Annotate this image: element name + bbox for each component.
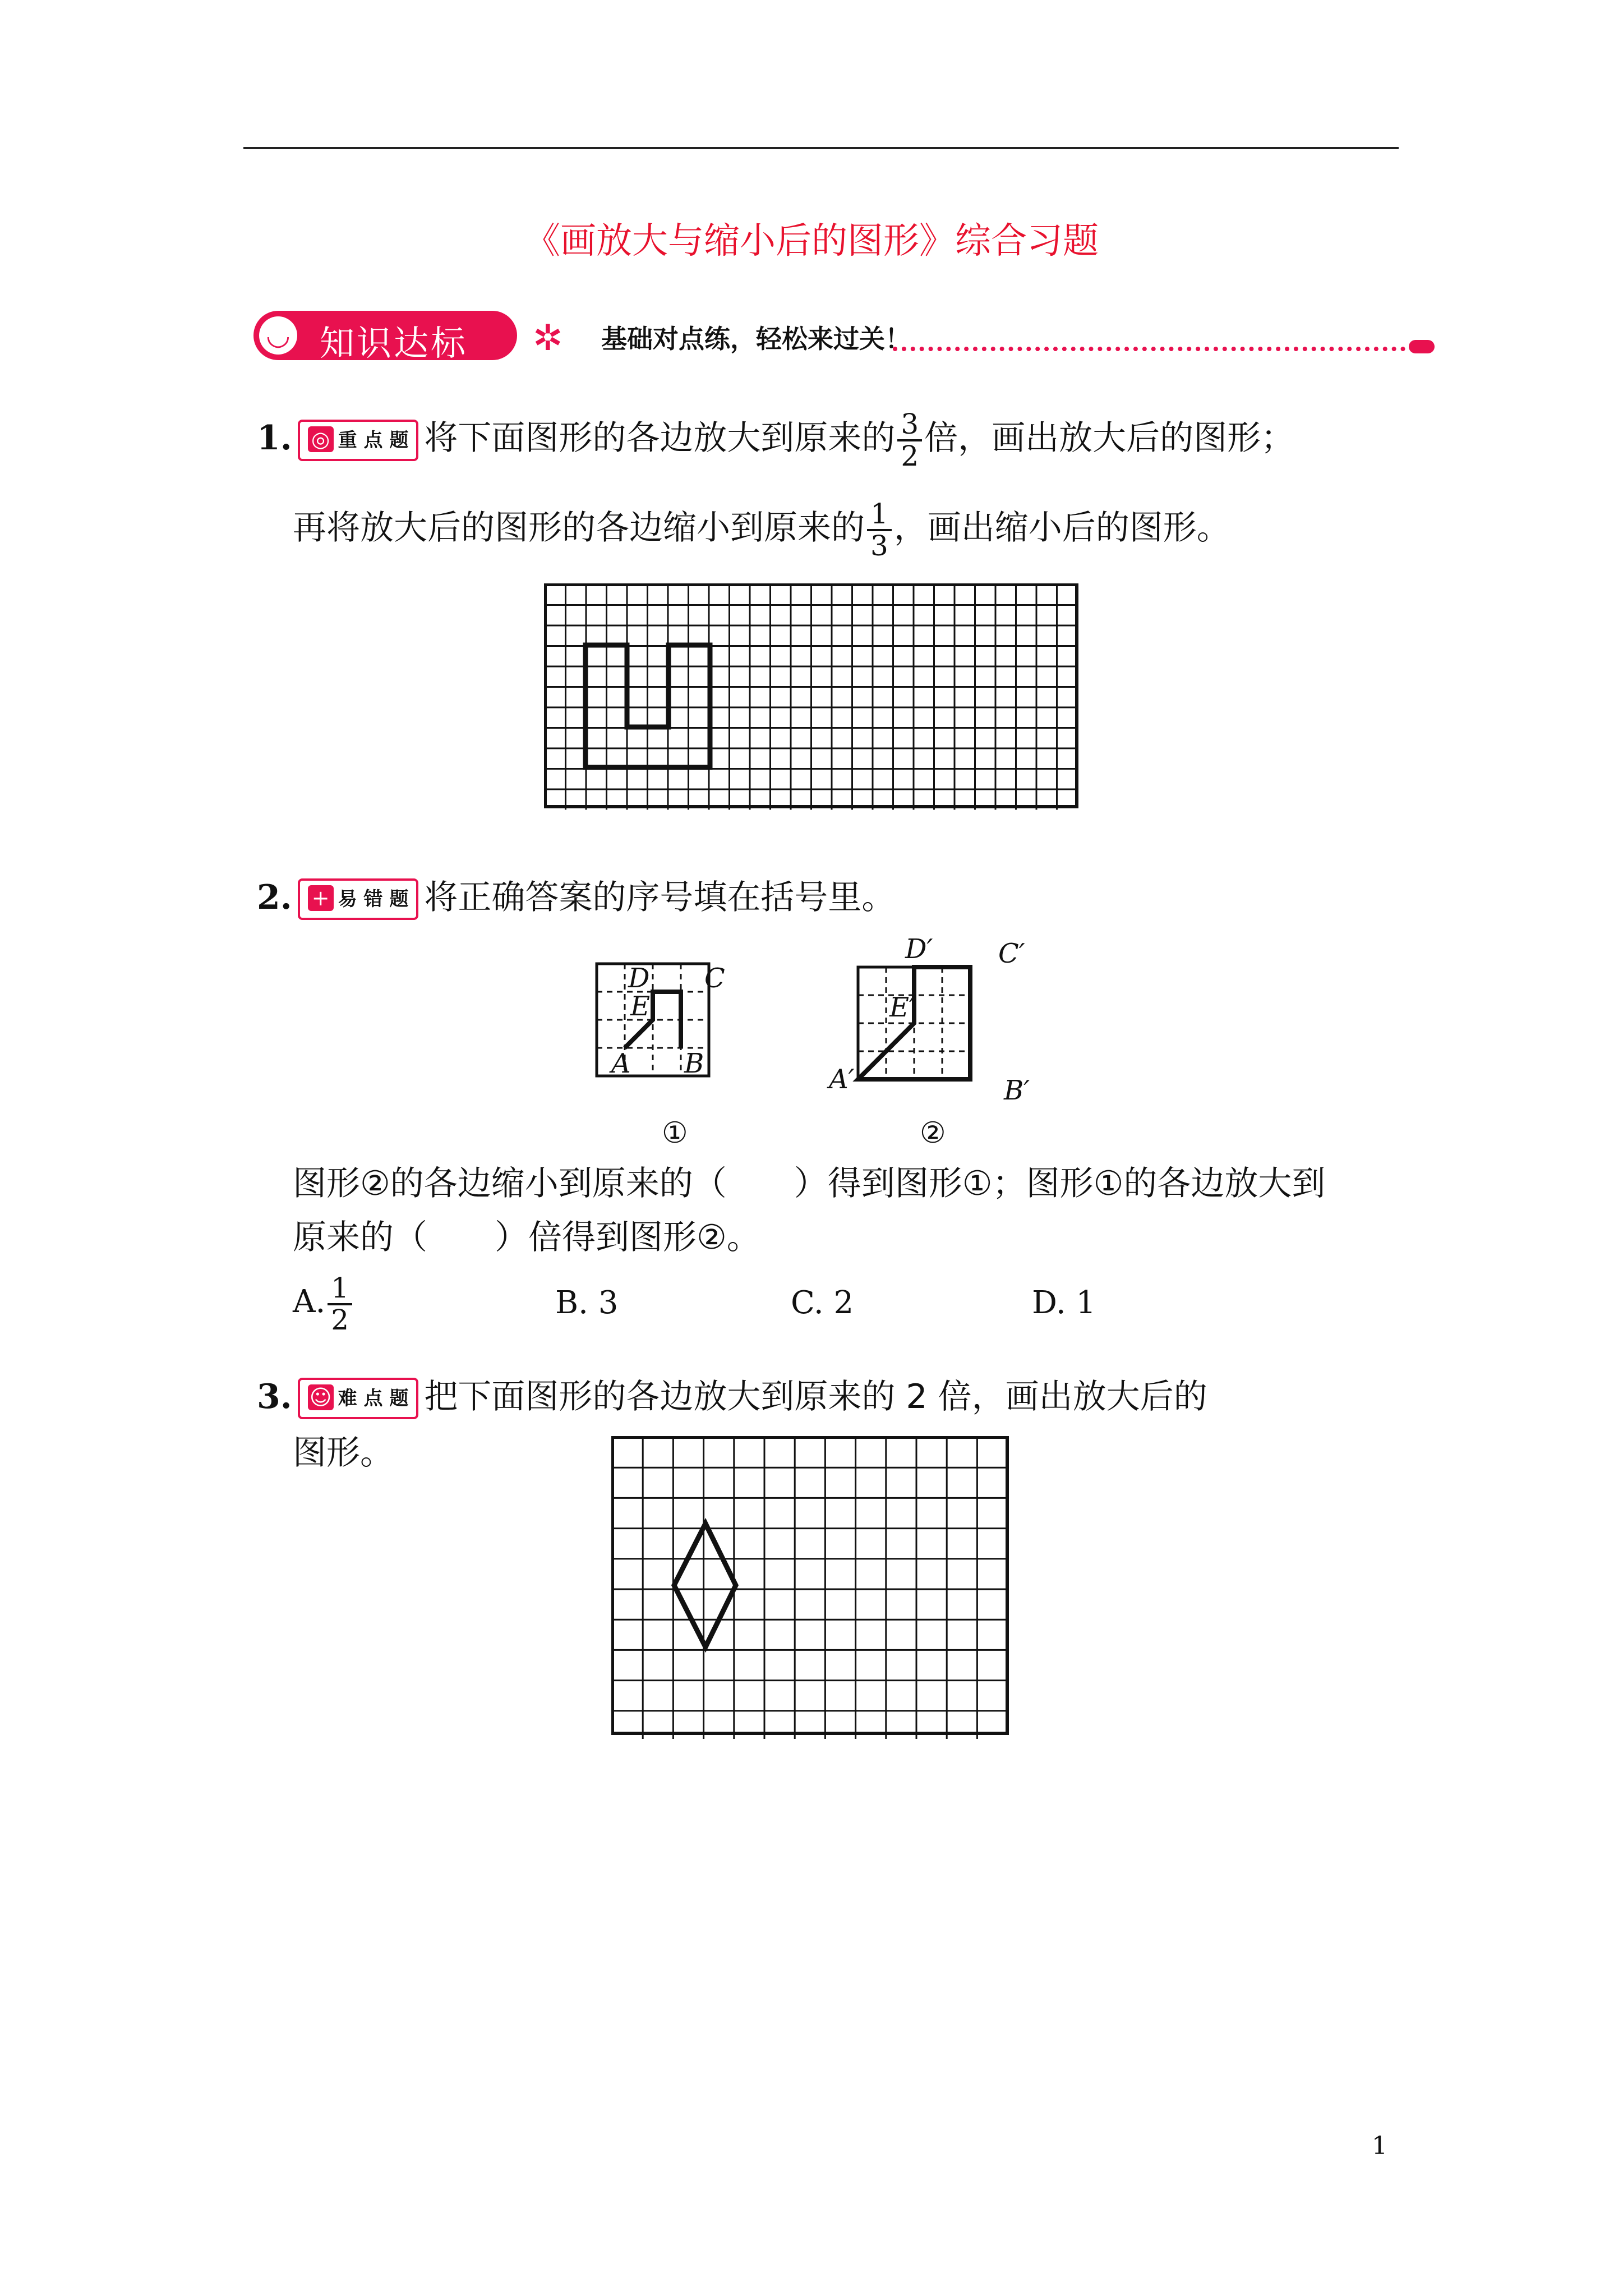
q1-number: 1. <box>257 418 292 458</box>
q3-grid-lines <box>612 1437 1008 1739</box>
banner-label: 知识达标 <box>320 323 468 364</box>
q2-option-a <box>293 1273 354 1335</box>
q2-option-a-prefix: A. <box>293 1283 326 1320</box>
q3-text: 把下面图形的各边放大到原来的 2 倍，画出放大后的 <box>424 1377 1207 1416</box>
q3-tag <box>298 1378 419 1419</box>
banner-subtitle: 基础对点练，轻松来过关！ <box>601 324 911 354</box>
q2-tag-label: 易 错 题 <box>338 888 409 911</box>
q1-line2 <box>293 499 1414 560</box>
section-banner <box>253 307 1173 364</box>
smile-icon: ◡ <box>259 316 297 355</box>
q1-fraction <box>897 409 922 471</box>
q1-line2-before: 再将放大后的图形的各边缩小到原来的 <box>293 508 865 548</box>
q1-tag <box>298 420 419 461</box>
q2-fig1-label-c: C <box>704 963 725 994</box>
q1-text-after: 倍，画出放大后的图形； <box>924 418 1295 458</box>
q2-text: 将正确答案的序号填在括号里。 <box>424 878 896 917</box>
q1-line2-after: ，画出缩小后的图形。 <box>893 508 1230 548</box>
q3-line2: 图形。 <box>293 1433 394 1473</box>
q2-option-c: C. 2 <box>791 1285 854 1321</box>
q2-figure-2 <box>819 931 1054 1105</box>
banner-dotted-line <box>893 347 1414 351</box>
q2-figure-1 <box>594 942 751 1088</box>
magnifier-icon: ◎ <box>308 426 334 452</box>
q1-frac-den: 2 <box>901 439 919 472</box>
q2-caption-1: ① <box>662 1116 688 1150</box>
banner-line-end <box>1409 340 1435 353</box>
q3-line1 <box>257 1374 1412 1420</box>
first-aid-icon: + <box>308 885 334 911</box>
q2-body-line1: 图形②的各边缩小到原来的（ ）得到图形①；图形①的各边放大到 <box>293 1164 1326 1203</box>
q2-fig2-label-d: D′ <box>905 933 933 965</box>
q2-option-a-num: 1 <box>328 1273 352 1305</box>
q2-option-a-fraction <box>328 1273 352 1335</box>
q3-rhombus <box>674 1524 736 1647</box>
q2-fig1-label-b: B <box>684 1048 704 1079</box>
q2-fig2-label-b: B′ <box>1004 1075 1030 1105</box>
q2-line <box>257 875 1412 921</box>
q2-body-line2: 原来的（ ）倍得到图形②。 <box>293 1218 760 1257</box>
q2-fig2-label-c: C′ <box>998 938 1025 969</box>
q1-line1 <box>257 409 1412 471</box>
face-icon: ☺ <box>308 1384 334 1410</box>
q2-caption-2: ② <box>920 1116 946 1150</box>
q3-grid-figure <box>611 1436 1015 1739</box>
q2-fig2-label-e: E′ <box>889 992 915 1023</box>
flower-icon: ✲ <box>533 318 563 359</box>
page-number: 1 <box>1372 2132 1387 2160</box>
q3-tag-label: 难 点 题 <box>338 1387 409 1410</box>
q2-option-b: B. 3 <box>555 1285 619 1321</box>
q2-fig1-label-e: E <box>630 991 651 1022</box>
header-rule <box>243 147 1399 149</box>
q2-option-a-den: 2 <box>331 1303 349 1336</box>
q1-frac2-den: 3 <box>870 529 888 562</box>
q2-fig2-label-a: A′ <box>829 1064 855 1095</box>
q1-fraction-2 <box>867 499 892 560</box>
q2-tag <box>298 878 419 920</box>
q2-fig1-label-a: A <box>611 1048 631 1079</box>
q1-frac-num: 3 <box>897 409 922 441</box>
q1-grid-figure <box>544 583 1082 815</box>
q2-option-d: D. 1 <box>1032 1285 1096 1321</box>
q2-number: 2. <box>257 878 292 917</box>
q1-frac2-num: 1 <box>867 499 892 531</box>
q3-number: 3. <box>257 1377 292 1416</box>
page-title: 《画放大与缩小后的图形》综合习题 <box>524 220 1099 262</box>
q1-tag-label: 重 点 题 <box>338 429 409 452</box>
q2-fig1-label-d: D <box>628 963 650 994</box>
q1-text-before: 将下面图形的各边放大到原来的 <box>424 418 896 458</box>
